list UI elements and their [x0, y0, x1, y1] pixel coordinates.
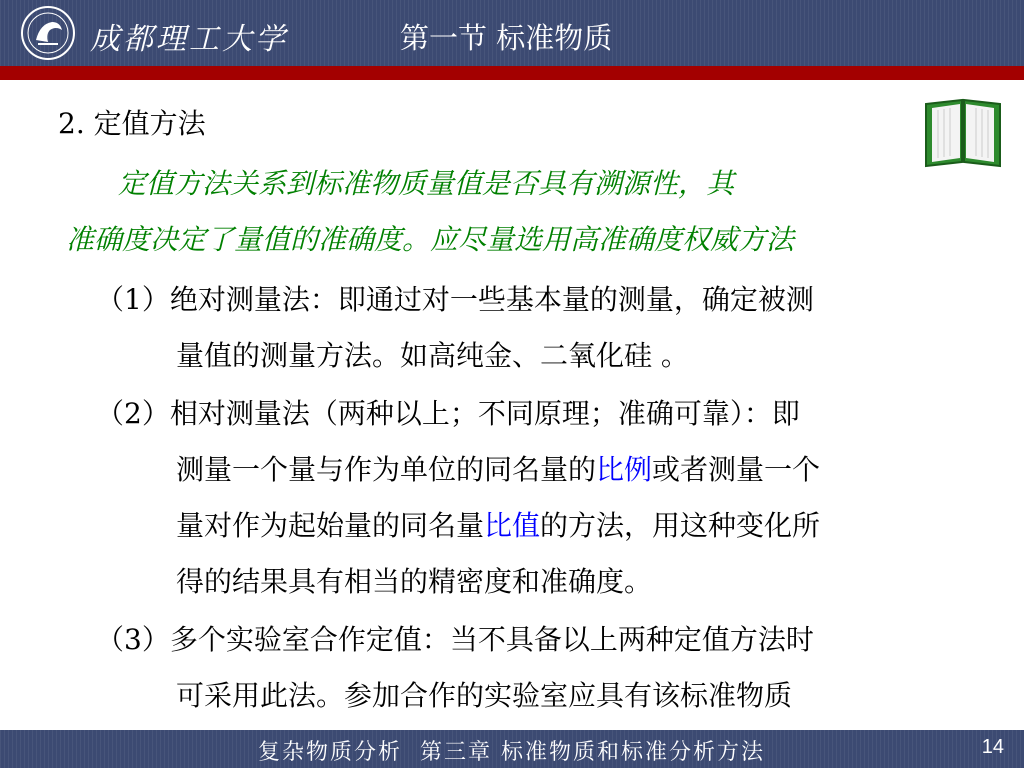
highlight-ratio: 比例 — [596, 453, 653, 486]
item1-line2: 量值的测量方法。如高纯金、二氧化硅 。 — [176, 339, 689, 372]
intro-line-2: 准确度决定了量值的准确度。应尽量选用高准确度权威方法 — [66, 223, 795, 256]
item2-line1: （2）相对测量法（两种以上；不同原理；准确可靠）：即 — [96, 397, 800, 430]
item2-line2 — [176, 448, 820, 488]
item2-line3 — [176, 504, 820, 544]
header-bar — [0, 0, 1024, 66]
item2-line2-pre: 测量一个量与作为单位的同名量的 — [176, 453, 597, 486]
item3-line1: （3）多个实验室合作定值：当不具备以上两种定值方法时 — [96, 623, 814, 656]
item2-line3-pre: 量对作为起始量的同名量 — [176, 509, 485, 542]
header-stripe — [0, 66, 1024, 80]
item3-line2: 可采用此法。参加合作的实验室应具有该标准物质 — [176, 679, 793, 712]
university-emblem-icon — [18, 4, 78, 62]
item2-line3-post: 的方法，用这种变化所 — [540, 509, 821, 542]
footer-course-title: 复杂物质分析 第三章 标准物质和标准分析方法 — [258, 740, 765, 765]
item2-line2-post: 或者测量一个 — [652, 453, 821, 486]
highlight-ratio-value: 比值 — [484, 509, 541, 542]
item1-line1: （1）绝对测量法：即通过对一些基本量的测量，确定被测 — [96, 283, 814, 316]
book-icon — [920, 96, 1006, 168]
page-number: 14 — [981, 736, 1004, 758]
footer-bar — [0, 730, 1024, 768]
section-heading: 2. 定值方法 — [58, 107, 206, 140]
intro-line-1: 定值方法关系到标准物质量值是否具有溯源性，其 — [118, 167, 735, 200]
slide-title: 第一节 标准物质 — [400, 21, 613, 55]
university-logo-text: 成都理工大学 — [90, 22, 288, 57]
item2-line4: 得的结果具有相当的精密度和准确度。 — [176, 565, 653, 598]
